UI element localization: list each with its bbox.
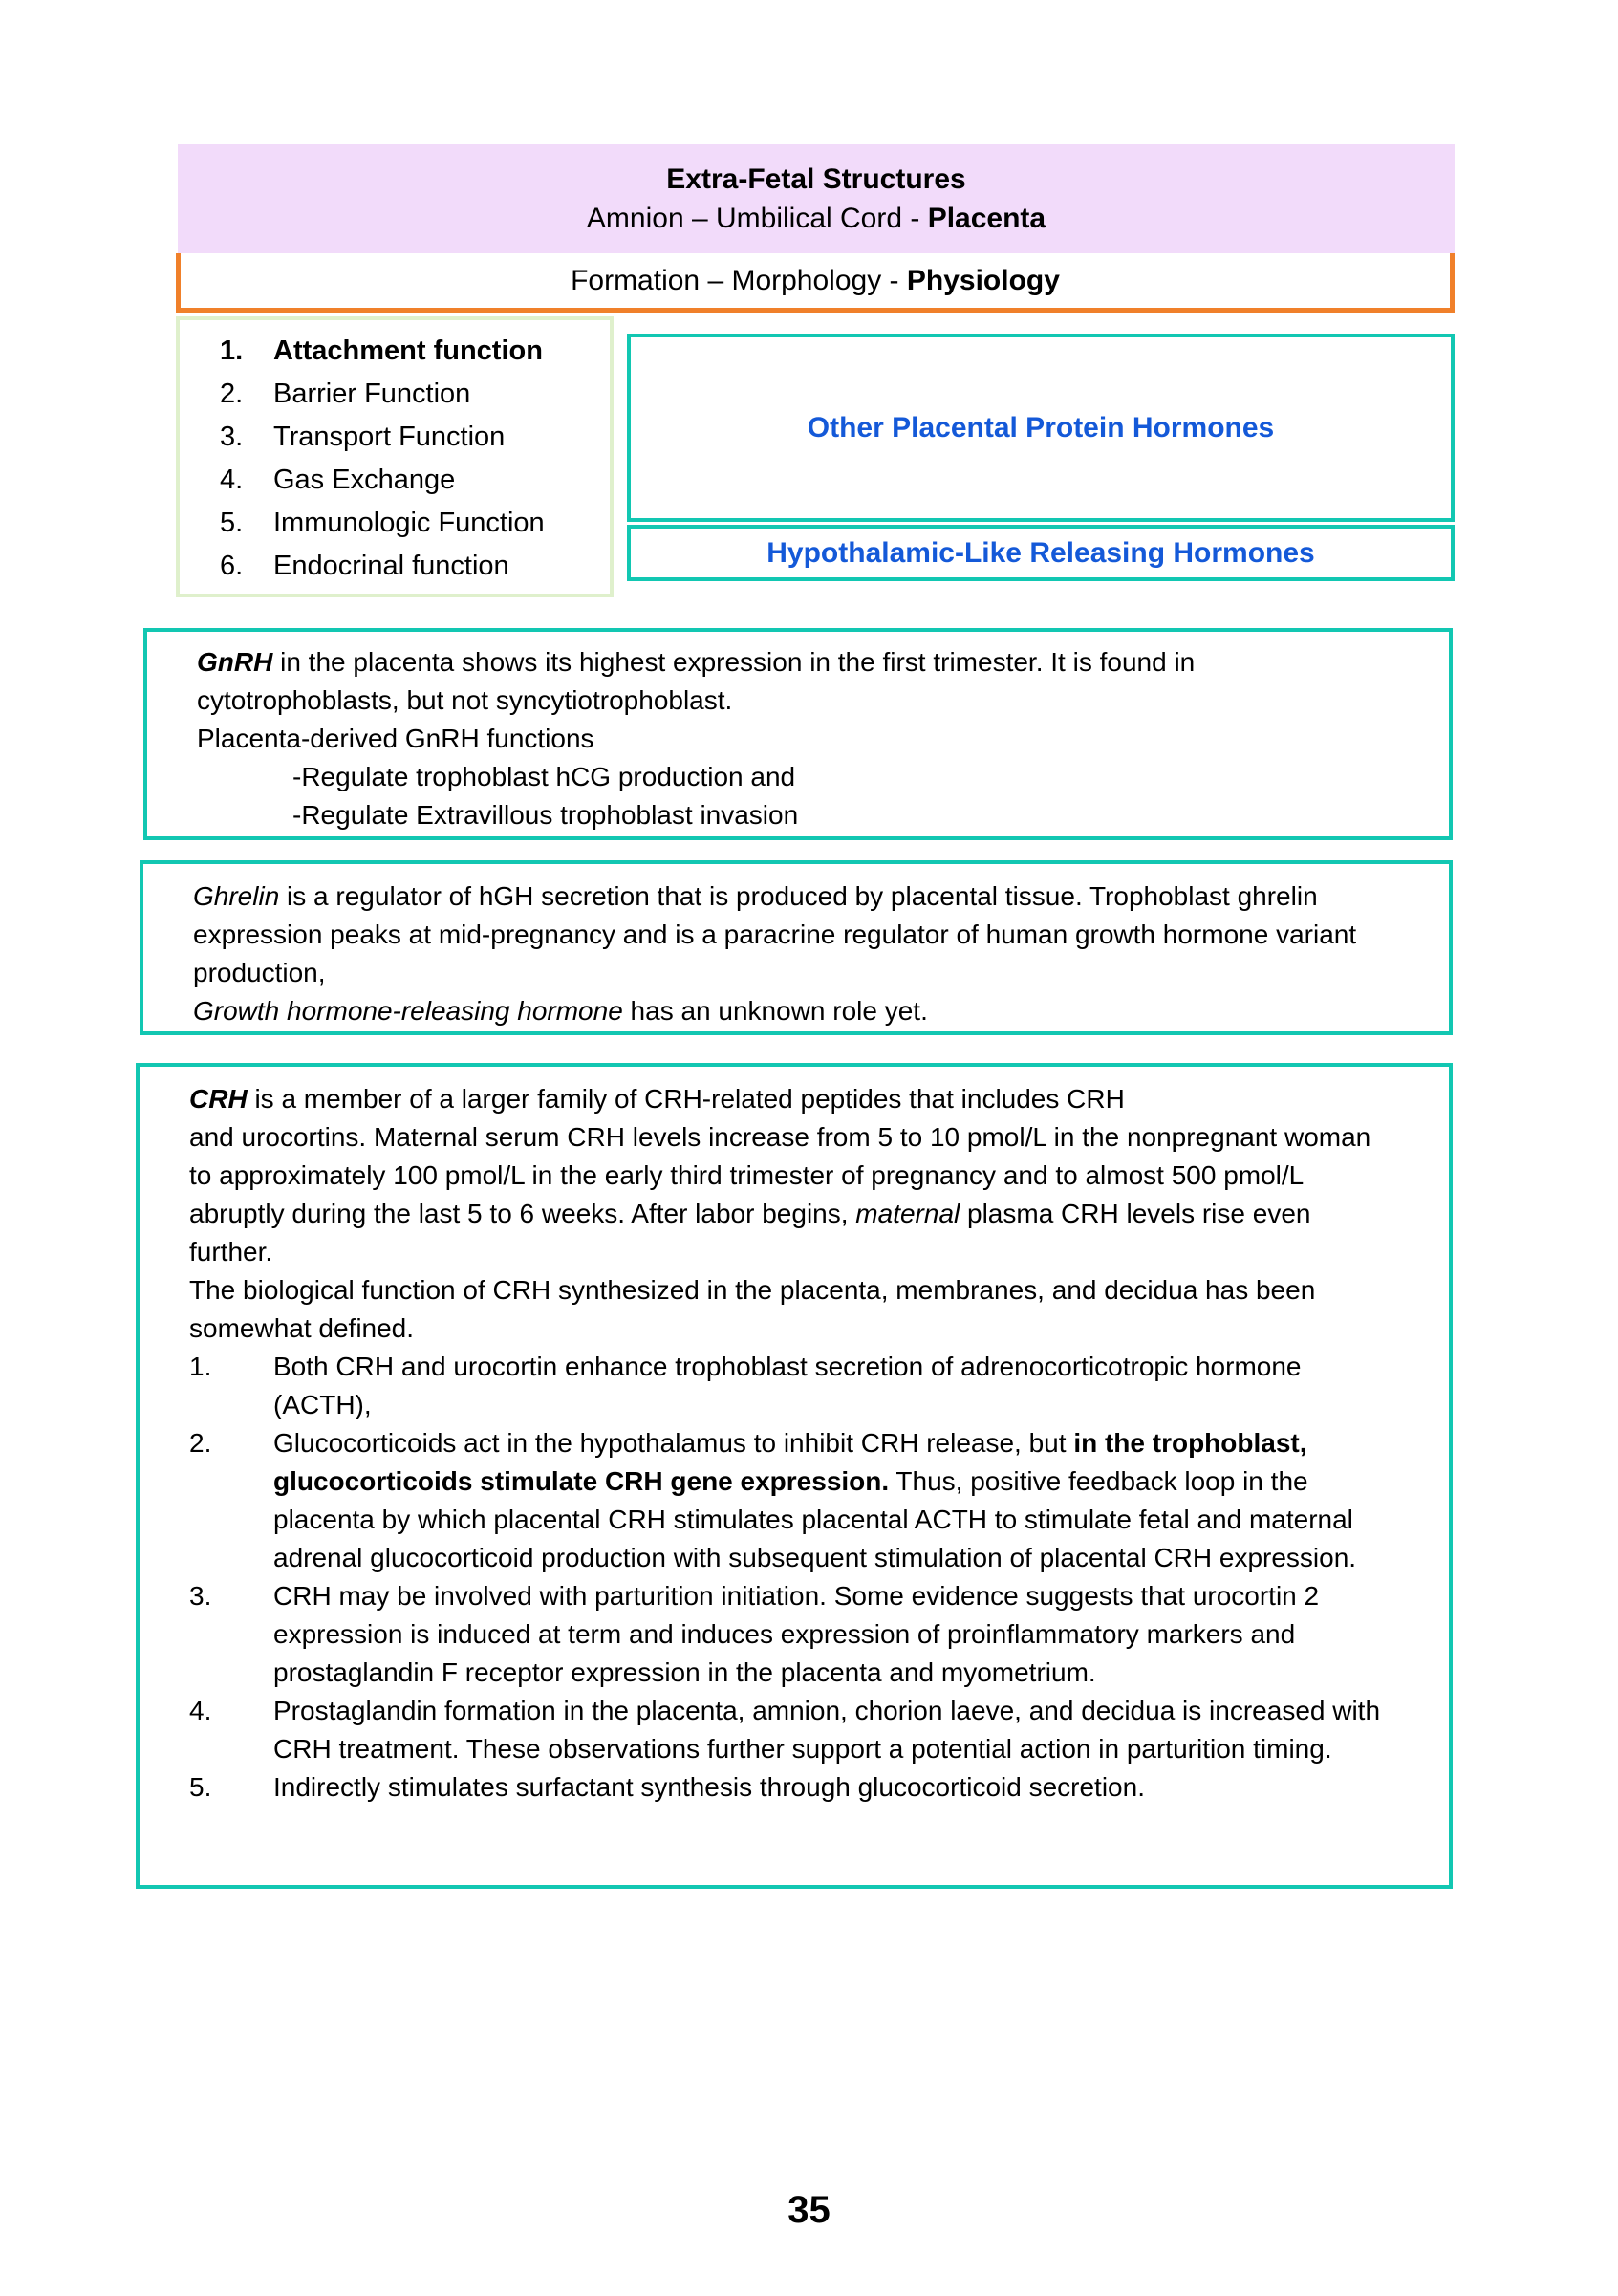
page-title: Extra-Fetal Structures — [666, 163, 966, 195]
other-placental-protein-hormones-heading: Other Placental Protein Hormones — [807, 411, 1275, 444]
section-title: Formation – Morphology - Physiology — [571, 264, 1060, 296]
crh-list-item — [189, 1692, 1395, 1768]
list-item-number: 6. — [220, 551, 244, 581]
crh-list-item — [189, 1348, 1395, 1424]
list-item-number: 3. — [220, 422, 244, 452]
list-item-number: 5. — [189, 1772, 212, 1802]
list-item-label: Immunologic Function — [273, 508, 545, 538]
hypothalamic-like-releasing-hormones-box — [627, 525, 1455, 581]
list-item-number: 4. — [220, 465, 244, 495]
list-item-number: 2. — [220, 379, 244, 409]
ghrelin-paragraph: Ghrelin is a regulator of hGH secretion that is produced by placental tissue. Trophoblast ghrelin expression peaks at mid-pregnancy and is a paracrine regulator of human growth hormone variant production, — [193, 881, 1357, 987]
header-banner — [178, 144, 1455, 253]
gnrh-function-item: -Regulate trophoblast hCG production and — [292, 762, 796, 791]
gnrh-box — [143, 628, 1453, 840]
list-item-text: Indirectly stimulates surfactant synthesis through glucocorticoid secretion. — [273, 1772, 1145, 1802]
list-item — [220, 416, 610, 459]
list-item — [220, 502, 610, 545]
ghrh-paragraph: Growth hormone-releasing hormone has an unknown role yet. — [193, 996, 928, 1026]
list-item-text: Glucocorticoids act in the hypothalamus to inhibit CRH release, but in the trophoblast, glucocorticoids stimulate CRH gene expression. Thus, positive feedback loop in the placenta by which placental CRH stimulates placental ACTH to stimulate fetal and maternal adrenal glucocorticoid production with subsequent stimulation of placental CRH expression. — [273, 1428, 1357, 1572]
gnrh-function-item: -Regulate Extravillous trophoblast invasion — [292, 800, 799, 830]
list-item-text: CRH may be involved with parturition initiation. Some evidence suggests that urocortin 2 expression is induced at term and induces expression of proinflammatory markers and prostaglandin F receptor expression in the placenta and myometrium. — [273, 1581, 1320, 1687]
crh-list-item — [189, 1424, 1395, 1577]
list-item-label: Transport Function — [273, 422, 506, 452]
list-item-number: 4. — [189, 1696, 212, 1725]
placenta-functions-list — [176, 316, 614, 597]
list-item-label: Endocrinal function — [273, 551, 509, 581]
list-item-number: 1. — [189, 1352, 212, 1381]
list-item-number: 5. — [220, 508, 244, 538]
list-item — [220, 459, 610, 502]
list-item — [220, 373, 610, 416]
gnrh-functions-heading: Placenta-derived GnRH functions — [197, 724, 594, 753]
list-item-label: Gas Exchange — [273, 465, 456, 495]
page-subtitle: Amnion – Umbilical Cord - Placenta — [586, 203, 1046, 234]
list-item-text: Prostaglandin formation in the placenta, amnion, chorion laeve, and decidua is increased with CRH treatment. These observations further support a potential action in parturition timing. — [273, 1696, 1381, 1764]
crh-list-item — [189, 1768, 1395, 1807]
other-placental-protein-hormones-box — [627, 334, 1455, 522]
section-banner — [176, 253, 1455, 313]
list-item-number: 2. — [189, 1428, 212, 1458]
hypothalamic-like-releasing-hormones-heading: Hypothalamic-Like Releasing Hormones — [766, 536, 1315, 569]
crh-paragraph: and urocortins. Maternal serum CRH levels increase from 5 to 10 pmol/L in the nonpregnant woman to approximately 100 pmol/L in the early third trimester of pregnancy and to almost 500 pmol/L abruptly during the last 5 to 6 weeks. After labor begins, maternal plasma CRH levels rise even further. — [189, 1122, 1371, 1267]
list-item — [220, 545, 610, 588]
crh-function-intro: The biological function of CRH synthesized in the placenta, membranes, and decidua has been somewhat defined. — [189, 1275, 1316, 1343]
gnrh-paragraph: GnRH in the placenta shows its highest expression in the first trimester. It is found in cytotrophoblasts, but not syncytiotrophoblast. — [197, 647, 1196, 715]
crh-list-item — [189, 1577, 1395, 1692]
ghrelin-box — [140, 860, 1453, 1035]
list-item — [220, 330, 610, 373]
list-item-number: 3. — [189, 1581, 212, 1611]
list-item-text: Both CRH and urocortin enhance trophoblast secretion of adrenocorticotropic hormone (ACTH), — [273, 1352, 1302, 1419]
list-item-label: Barrier Function — [273, 379, 471, 409]
crh-box — [136, 1063, 1453, 1889]
list-item-number: 1. — [220, 336, 244, 366]
page-number: 35 — [787, 2189, 831, 2231]
crh-paragraph-line1: CRH is a member of a larger family of CRH-related peptides that includes CRH — [189, 1084, 1125, 1114]
list-item-label: Attachment function — [273, 336, 543, 366]
